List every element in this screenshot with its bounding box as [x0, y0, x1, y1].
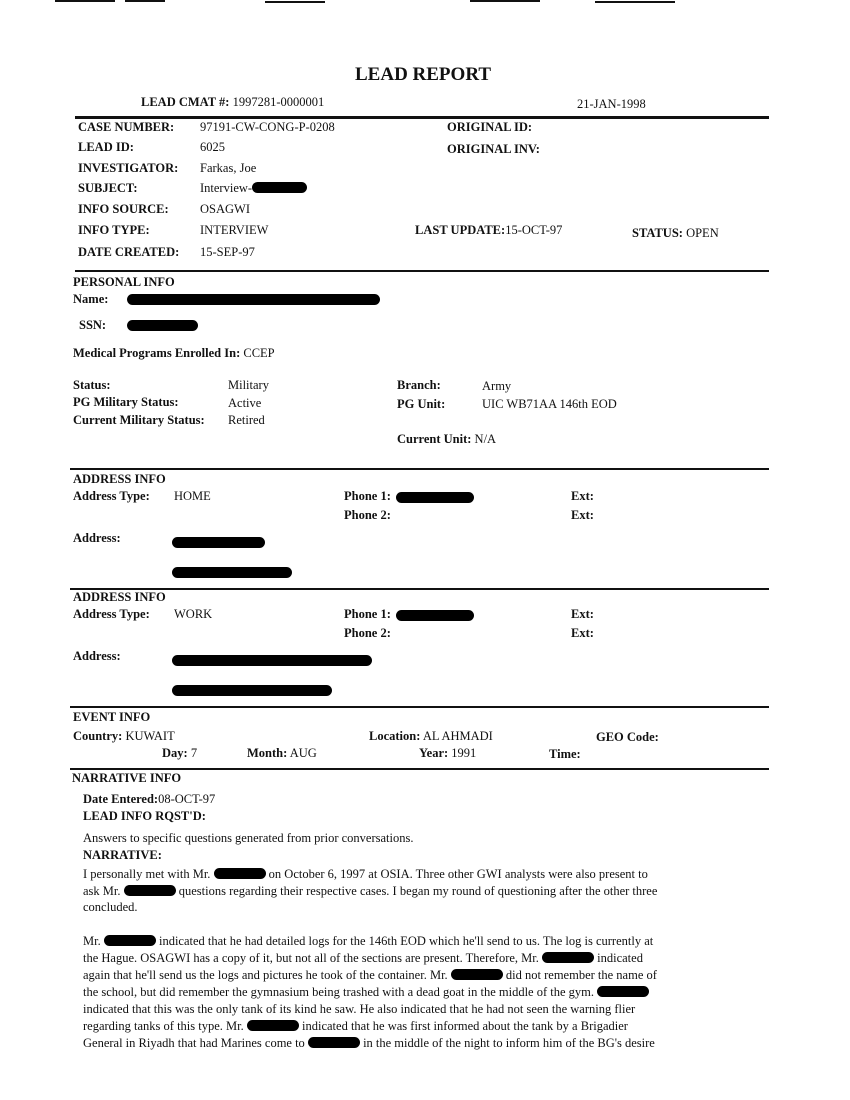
- address-type-value: HOME: [174, 489, 211, 503]
- branch-label: Branch:: [397, 378, 441, 392]
- entered-label: Date Entered:: [83, 792, 159, 806]
- current-status-label: Current Military Status:: [73, 413, 205, 427]
- divider: [70, 706, 769, 708]
- redaction: [542, 952, 594, 963]
- redaction: [396, 492, 474, 503]
- ext1-label: Ext:: [571, 489, 594, 503]
- narrative-text: questions regarding their respective cases. I began my round of questioning after the other three: [175, 884, 658, 898]
- redaction: [396, 610, 474, 621]
- status-label: Status:: [73, 378, 111, 392]
- ssn-label: SSN:: [79, 318, 107, 332]
- narrative-text: indicated that this was the only tank of its kind he saw. He also indicated that he had not seen the warning flier: [83, 1002, 636, 1016]
- narrative-line: [83, 1036, 655, 1051]
- narrative-text: did not remember the name of: [502, 968, 657, 982]
- investigator-value: Farkas, Joe: [200, 161, 257, 175]
- section-heading: NARRATIVE INFO: [72, 771, 182, 785]
- status-value: OPEN: [686, 226, 719, 240]
- narrative-label: NARRATIVE:: [83, 848, 162, 862]
- current-status-value: Retired: [228, 413, 265, 427]
- narrative-text: on October 6, 1997 at OSIA. Three other GWI analysts were also present to: [265, 867, 648, 881]
- report-date: 21-JAN-1998: [577, 97, 646, 111]
- section-heading: EVENT INFO: [73, 710, 151, 724]
- section-heading: PERSONAL INFO: [73, 275, 175, 289]
- redaction: [172, 537, 265, 548]
- scan-artifact: [595, 1, 675, 3]
- cmat-value: 1997281-0000001: [232, 95, 325, 109]
- narrative-line: [83, 1019, 628, 1034]
- month-label: Month:: [247, 746, 288, 760]
- original-inv-label: ORIGINAL INV:: [447, 142, 540, 156]
- type-value: INTERVIEW: [200, 223, 269, 237]
- pg-status-label: PG Military Status:: [73, 395, 179, 409]
- narrative-text: indicated: [594, 951, 643, 965]
- source-label: INFO SOURCE:: [78, 202, 169, 216]
- narrative-text: ask Mr.: [83, 884, 124, 898]
- redaction: [124, 885, 176, 896]
- narrative-text: again that he'll send us the logs and pictures he took of the container. Mr.: [83, 968, 451, 982]
- ext2-label: Ext:: [571, 626, 594, 640]
- update-value: 15-OCT-97: [505, 223, 563, 237]
- request-value: Answers to specific questions generated from prior conversations.: [83, 831, 414, 845]
- source-value: OSAGWI: [200, 202, 250, 216]
- lead-label: LEAD ID:: [78, 140, 134, 154]
- section-heading: ADDRESS INFO: [73, 472, 166, 486]
- subject-label: SUBJECT:: [78, 181, 138, 195]
- year-value: 1991: [451, 746, 477, 760]
- phone1-label: Phone 1:: [344, 607, 391, 621]
- day-label: Day:: [162, 746, 188, 760]
- redaction: [172, 655, 372, 666]
- country-value: KUWAIT: [125, 729, 175, 743]
- year-label: Year:: [419, 746, 449, 760]
- pg-status-value: Active: [228, 396, 262, 410]
- page-title: LEAD REPORT: [355, 64, 492, 85]
- narrative-text: Mr.: [83, 934, 104, 948]
- redaction: [214, 868, 266, 879]
- narrative-line: [83, 951, 643, 966]
- narrative-line: [83, 884, 657, 899]
- redaction: [247, 1020, 299, 1031]
- name-label: Name:: [73, 292, 109, 306]
- month-value: AUG: [289, 746, 317, 760]
- narrative-text: regarding tanks of this type. Mr.: [83, 1019, 247, 1033]
- redaction: [127, 320, 198, 331]
- cmat-label: LEAD CMAT #:: [141, 95, 230, 109]
- phone2-label: Phone 2:: [344, 508, 391, 522]
- pg-unit-value: UIC WB71AA 146th EOD: [482, 397, 617, 411]
- address-type-label: Address Type:: [73, 607, 150, 621]
- redaction: [104, 935, 156, 946]
- divider: [70, 468, 769, 470]
- current-unit-value: N/A: [474, 432, 497, 446]
- created-label: DATE CREATED:: [78, 245, 180, 259]
- current-unit-label: Current Unit:: [397, 432, 472, 446]
- day-value: 7: [190, 746, 198, 760]
- geo-label: GEO Code:: [596, 730, 659, 744]
- location-value: AL AHMADI: [422, 729, 493, 743]
- medical-value: CCEP: [243, 346, 275, 360]
- created-value: 15-SEP-97: [200, 245, 255, 259]
- country-label: Country:: [73, 729, 123, 743]
- case-value: 97191-CW-CONG-P-0208: [200, 120, 335, 134]
- narrative-line: [83, 934, 653, 949]
- narrative-line: [83, 985, 649, 1000]
- status-label: STATUS:: [632, 226, 683, 240]
- narrative-text: General in Riyadh that had Marines come to: [83, 1036, 308, 1050]
- subject-value: Interview-: [200, 181, 253, 195]
- divider: [75, 116, 769, 119]
- divider: [70, 768, 769, 770]
- location-label: Location:: [369, 729, 421, 743]
- address-type-label: Address Type:: [73, 489, 150, 503]
- divider: [70, 588, 769, 590]
- scan-artifact: [470, 0, 540, 2]
- time-label: Time:: [549, 747, 581, 761]
- narrative-line: [83, 1002, 635, 1017]
- narrative-text: concluded.: [83, 900, 138, 914]
- ext1-label: Ext:: [571, 607, 594, 621]
- narrative-line: [83, 900, 138, 915]
- scan-artifact: [55, 0, 115, 2]
- redaction: [172, 685, 332, 696]
- narrative-text: the school, but did remember the gymnasium being trashed with a dead goat in the middle of the gym.: [83, 985, 598, 999]
- phone2-label: Phone 2:: [344, 626, 391, 640]
- redaction: [172, 567, 292, 578]
- ext2-label: Ext:: [571, 508, 594, 522]
- type-label: INFO TYPE:: [78, 223, 150, 237]
- redaction: [252, 182, 307, 193]
- redaction: [308, 1037, 360, 1048]
- narrative-text: indicated that he had detailed logs for the 146th EOD which he'll send to us. The log is currently at: [155, 934, 654, 948]
- redaction: [597, 986, 649, 997]
- pg-unit-label: PG Unit:: [397, 397, 446, 411]
- request-label: LEAD INFO RQST'D:: [83, 809, 206, 823]
- update-label: LAST UPDATE:: [415, 223, 506, 237]
- narrative-line: [83, 968, 657, 983]
- narrative-line: [83, 867, 648, 882]
- scan-artifact: [265, 1, 325, 3]
- address-label: Address:: [73, 531, 121, 545]
- entered-value: 08-OCT-97: [158, 792, 216, 806]
- medical-label: Medical Programs Enrolled In:: [73, 346, 241, 360]
- redaction: [451, 969, 503, 980]
- narrative-text: I personally met with Mr.: [83, 867, 214, 881]
- phone1-label: Phone 1:: [344, 489, 391, 503]
- narrative-text: the Hague. OSAGWI has a copy of it, but not all of the sections are present. Therefore, Mr.: [83, 951, 543, 965]
- section-heading: ADDRESS INFO: [73, 590, 166, 604]
- address-type-value: WORK: [174, 607, 213, 621]
- investigator-label: INVESTIGATOR:: [78, 161, 179, 175]
- lead-value: 6025: [200, 140, 225, 154]
- divider: [75, 270, 769, 272]
- narrative-text: indicated that he was first informed about the tank by a Brigadier: [298, 1019, 628, 1033]
- scan-artifact: [125, 0, 165, 2]
- redaction: [127, 294, 380, 305]
- branch-value: Army: [482, 379, 512, 393]
- narrative-text: in the middle of the night to inform him of the BG's desire: [359, 1036, 655, 1050]
- original-id-label: ORIGINAL ID:: [447, 120, 533, 134]
- case-label: CASE NUMBER:: [78, 120, 175, 134]
- status-value: Military: [228, 378, 269, 392]
- address-label: Address:: [73, 649, 121, 663]
